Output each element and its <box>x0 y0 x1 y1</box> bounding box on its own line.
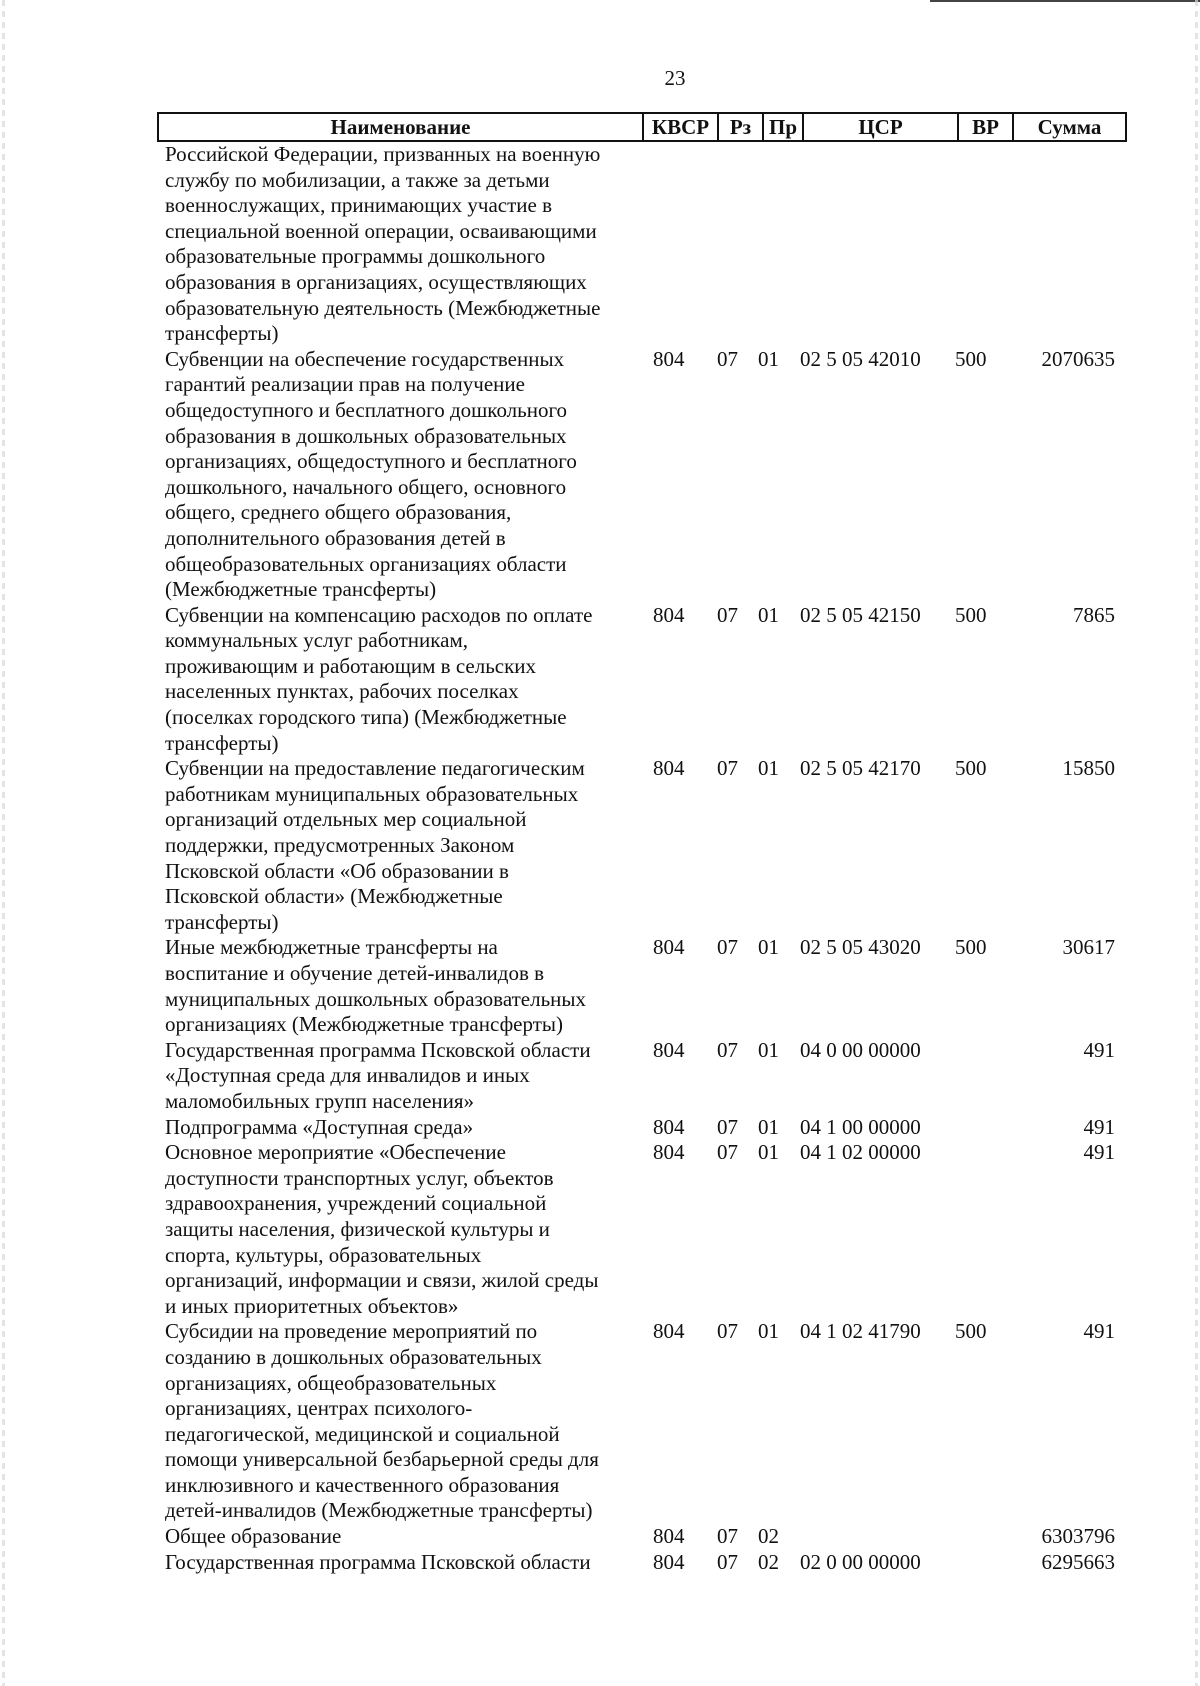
row-name-line: Псковской области «Об образовании в <box>165 858 509 883</box>
row-sum: 6303796 <box>1041 1524 1115 1549</box>
row-name-line: защиты населения, физической культуры и <box>165 1216 550 1241</box>
row-name <box>165 756 625 935</box>
table-header <box>157 112 1127 142</box>
table-row <box>0 935 1200 1037</box>
row-pr: 01 <box>758 935 779 960</box>
row-name-line: общего, среднего общего образования, <box>165 500 512 525</box>
row-sum: 491 <box>1083 1319 1115 1344</box>
row-name-line: доступности транспортных услуг, объектов <box>165 1165 554 1190</box>
row-name-line: проживающим и работающим в сельских <box>165 653 537 678</box>
row-kvsr: 804 <box>653 1140 685 1165</box>
row-sum: 2070635 <box>1041 346 1115 371</box>
row-name-line: маломобильных групп населения» <box>165 1088 475 1113</box>
row-name-line: и иных приоритетных объектов» <box>165 1293 459 1318</box>
row-name-line: организациях, общеобразовательных <box>165 1370 497 1395</box>
row-name-line: созданию в дошкольных образовательных <box>165 1344 542 1369</box>
table-row <box>0 1115 1200 1141</box>
row-kvsr: 804 <box>653 935 685 960</box>
row-name-line: здравоохранения, учреждений социальной <box>165 1191 547 1216</box>
row-name <box>165 1319 625 1524</box>
row-name-line: поддержки, предусмотренных Законом <box>165 833 515 858</box>
table-row <box>0 1550 1200 1576</box>
row-rz: 07 <box>717 1037 738 1062</box>
row-csr: 02 5 05 42010 <box>800 346 921 371</box>
row-name-line: организациях, центрах психолого- <box>165 1396 473 1421</box>
row-name <box>165 1038 625 1115</box>
header-kvsr: КВСР <box>644 114 719 140</box>
row-name <box>165 1115 625 1141</box>
row-name-line: Общее образование <box>165 1524 342 1549</box>
row-name-line: дошкольного, начального общего, основного <box>165 474 567 499</box>
row-kvsr: 804 <box>653 1319 685 1344</box>
row-name-line: населенных пунктах, рабочих поселках <box>165 679 519 704</box>
row-name-line: гарантий реализации прав на получение <box>165 372 525 397</box>
row-sum: 491 <box>1083 1114 1115 1139</box>
row-vr: 500 <box>955 935 987 960</box>
header-csr: ЦСР <box>804 114 959 140</box>
table-row <box>0 1319 1200 1524</box>
header-vr: ВР <box>959 114 1014 140</box>
row-name-line: детей-инвалидов (Межбюджетные трансферты) <box>165 1498 593 1523</box>
row-csr: 02 0 00 00000 <box>800 1549 921 1574</box>
row-rz: 07 <box>717 1524 738 1549</box>
row-name <box>165 935 625 1037</box>
row-name <box>165 142 625 347</box>
row-name-line: организациях (Межбюджетные трансферты) <box>165 1012 563 1037</box>
row-kvsr: 804 <box>653 756 685 781</box>
row-pr: 01 <box>758 1319 779 1344</box>
row-kvsr: 804 <box>653 1114 685 1139</box>
row-pr: 01 <box>758 346 779 371</box>
header-name: Наименование <box>159 114 644 140</box>
row-csr: 04 0 00 00000 <box>800 1037 921 1062</box>
row-name <box>165 1524 625 1550</box>
row-name-line: помощи универсальной безбарьерной среды для <box>165 1447 599 1472</box>
row-name-line: дополнительного образования детей в <box>165 525 506 550</box>
row-kvsr: 804 <box>653 1524 685 1549</box>
row-name-line: «Доступная среда для инвалидов и иных <box>165 1063 530 1088</box>
row-rz: 07 <box>717 1140 738 1165</box>
row-sum: 15850 <box>1062 756 1115 781</box>
table-body <box>0 142 1200 1575</box>
row-name-line: Государственная программа Псковской области <box>165 1549 591 1574</box>
row-name-line: спорта, культуры, образовательных <box>165 1242 482 1267</box>
row-rz: 07 <box>717 935 738 960</box>
row-name-line: Основное мероприятие «Обеспечение <box>165 1140 506 1165</box>
row-kvsr: 804 <box>653 602 685 627</box>
row-pr: 01 <box>758 756 779 781</box>
row-name-line: службу по мобилизации, а также за детьми <box>165 167 550 192</box>
row-name-line: педагогической, медицинской и социальной <box>165 1421 560 1446</box>
table-row <box>0 1140 1200 1319</box>
header-pr: Пр <box>764 114 804 140</box>
row-name-line: Государственная программа Псковской области <box>165 1037 591 1062</box>
row-name-line: организаций, информации и связи, жилой среды <box>165 1268 599 1293</box>
row-vr: 500 <box>955 1319 987 1344</box>
row-sum: 491 <box>1083 1140 1115 1165</box>
top-edge-rule <box>930 0 1200 2</box>
row-kvsr: 804 <box>653 1549 685 1574</box>
row-name-line: инклюзивного и качественного образования <box>165 1472 560 1497</box>
row-name-line: Псковской области» (Межбюджетные <box>165 884 503 909</box>
row-rz: 07 <box>717 1114 738 1139</box>
table-row <box>0 1524 1200 1550</box>
row-csr: 04 1 02 00000 <box>800 1140 921 1165</box>
row-name-line: специальной военной операции, осваивающими <box>165 218 597 243</box>
row-name-line: организаций отдельных мер социальной <box>165 807 527 832</box>
row-name-line: муниципальных дошкольных образовательных <box>165 986 587 1011</box>
row-name-line: (Межбюджетные трансферты) <box>165 577 437 602</box>
row-name-line: работникам муниципальных образовательных <box>165 781 579 806</box>
row-name-line: (поселках городского типа) (Межбюджетные <box>165 705 567 730</box>
row-name <box>165 1140 625 1319</box>
row-sum: 6295663 <box>1041 1549 1115 1574</box>
row-name-line: трансферты) <box>165 909 279 934</box>
table-row <box>0 756 1200 935</box>
row-name-line: Иные межбюджетные трансферты на <box>165 935 498 960</box>
row-name-line: воспитание и обучение детей-инвалидов в <box>165 961 545 985</box>
row-csr: 02 5 05 43020 <box>800 935 921 960</box>
row-name-line: Российской Федерации, призванных на военную <box>165 142 601 166</box>
row-name-line: военнослужащих, принимающих участие в <box>165 193 552 218</box>
row-name-line: коммунальных услуг работникам, <box>165 628 469 653</box>
row-name-line: образования в дошкольных образовательных <box>165 423 567 448</box>
row-pr: 02 <box>758 1549 779 1574</box>
table-row <box>0 142 1200 347</box>
row-name-line: Субвенции на обеспечение государственных <box>165 346 565 371</box>
row-name <box>165 603 625 757</box>
row-vr: 500 <box>955 756 987 781</box>
row-pr: 01 <box>758 1140 779 1165</box>
header-rz: Рз <box>719 114 764 140</box>
row-rz: 07 <box>717 1319 738 1344</box>
row-name-line: Субвенции на предоставление педагогическим <box>165 756 585 781</box>
row-name-line: трансферты) <box>165 730 279 755</box>
row-name-line: образования в организациях, осуществляющих <box>165 269 587 294</box>
row-name-line: организациях, общедоступного и бесплатного <box>165 449 577 474</box>
row-rz: 07 <box>717 602 738 627</box>
row-pr: 01 <box>758 1114 779 1139</box>
row-kvsr: 804 <box>653 346 685 371</box>
row-name-line: общеобразовательных организациях области <box>165 551 567 576</box>
row-sum: 30617 <box>1062 935 1115 960</box>
row-csr: 04 1 02 41790 <box>800 1319 921 1344</box>
row-name <box>165 1550 625 1576</box>
row-name-line: общедоступного и бесплатного дошкольного <box>165 397 568 422</box>
row-name-line: образовательную деятельность (Межбюджетные <box>165 295 601 320</box>
row-vr: 500 <box>955 602 987 627</box>
row-kvsr: 804 <box>653 1037 685 1062</box>
row-sum: 491 <box>1083 1037 1115 1062</box>
row-rz: 07 <box>717 1549 738 1574</box>
row-pr: 01 <box>758 602 779 627</box>
row-rz: 07 <box>717 346 738 371</box>
row-csr: 02 5 05 42170 <box>800 756 921 781</box>
row-name-line: Субсидии на проведение мероприятий по <box>165 1319 538 1344</box>
table-row <box>0 1038 1200 1115</box>
page-number: 23 <box>664 66 686 90</box>
row-pr: 02 <box>758 1524 779 1549</box>
row-csr: 02 5 05 42150 <box>800 602 921 627</box>
row-name-line: трансферты) <box>165 321 279 346</box>
row-pr: 01 <box>758 1037 779 1062</box>
row-csr: 04 1 00 00000 <box>800 1114 921 1139</box>
row-name-line: Субвенции на компенсацию расходов по оплате <box>165 602 593 627</box>
table-row <box>0 603 1200 757</box>
row-vr: 500 <box>955 346 987 371</box>
row-rz: 07 <box>717 756 738 781</box>
row-name-line: образовательные программы дошкольного <box>165 244 546 269</box>
table-row <box>0 347 1200 603</box>
row-sum: 7865 <box>1073 602 1115 627</box>
row-name-line: Подпрограмма «Доступная среда» <box>165 1114 474 1139</box>
row-name <box>165 347 625 603</box>
header-sum: Сумма <box>1037 114 1102 139</box>
